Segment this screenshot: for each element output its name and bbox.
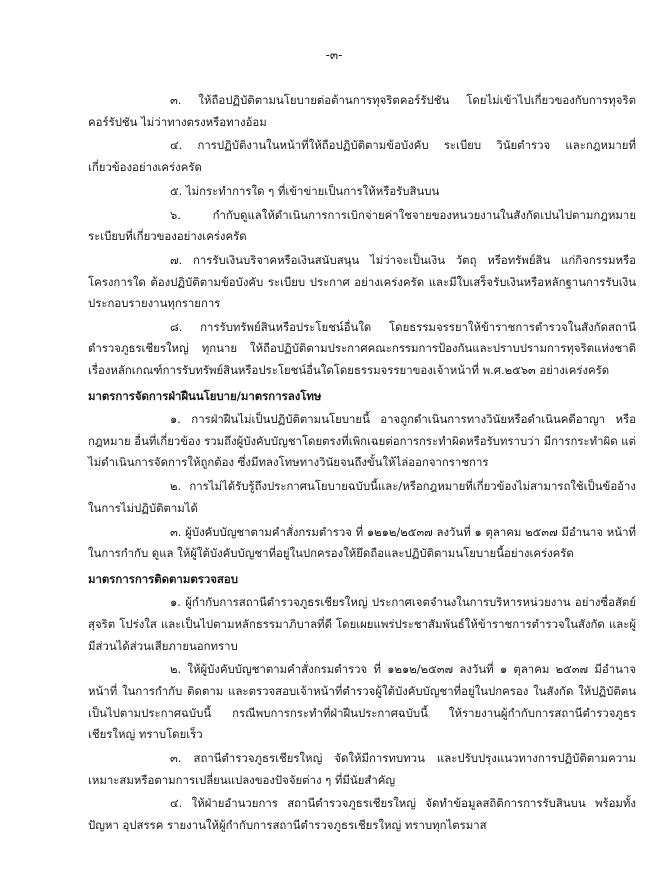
paragraph-penalty-2: ๒. การไม่ได้รับรู้ถึงประกาศนโยบายฉบับนี้และ/หรือกฎหมายที่เกี่ยวข้องไม่สามารถใช้เป็นข้ออ้าง ในการไม่ปฏิบัติตามได้ (88, 479, 636, 515)
section-penalty-measures (88, 386, 636, 565)
paragraph-monitoring-1: ๑. ผู้กำกับการสถานีตำรวจภูธรเชียรใหญ่ ประกาศเจตจำนงในการบริหารหน่วยงาน อย่างซื่อสัตย์ สุจริต โปร่งใส และเป็นไปตามหลักธรรมาภิบาลที่ดี โดยเผยแพร่ประชาสัมพันธ์ให้ข้าราชการตำรวจในสังกัด และผู้ มีส่วนได้ส่วนเสียภายนอกทราบ (88, 595, 636, 653)
paragraph-item-5: ๕. ไม่กระทำการใด ๆ ที่เข้าข่ายเป็นการให้หรือรับสินบน (170, 183, 440, 198)
section-monitoring-measures (88, 569, 636, 837)
paragraph-item-4: ๔. การปฏิบัติงานในหน้าที่ให้ถือปฏิบัติตามข้อบังคับ ระเบียบ วินัยตำรวจ และกฎหมายที่ เกี่ยวข้องอย่างเคร่งครัด (88, 138, 636, 174)
paragraph-item-6: ๖. กำกับดูแลให้ดำเนินการการเบิกจ่ายค่าใชจายของหนวยงานในสังกัดเปนไปตามกฎหมาย ระเบียบที่เกี่ยวของอย่างเคร่งครัด (88, 207, 636, 244)
section-policy-items (88, 90, 636, 382)
paragraph-penalty-3: ๓. ผู้บังคับบัญชาตามคำสั่งกรมตำรวจ ที่ ๑๒๑๒/๒๕๓๗ ลงวันที่ ๑ ตุลาคม ๒๕๓๗ มีอำนาจ หน้าที่ ในการกำกับ ดูแล ให้ผู้ใต้บังคับบัญชาที่อยู่ในปกครองให้ยึดถือและปฏิบัติตามนโยบายนี้อย่างเคร่งครัด (88, 524, 636, 561)
paragraph-monitoring-2: ๒. ให้ผู้บังคับบัญชาตามคำสั่งกรมตำรวจ ที่ ๑๒๑๒/๒๕๓๗ ลงวันที่ ๑ ตุลาคม ๒๕๓๗ มีอำนาจ หน้าที่ ในการกำกับ ติดตาม และตรวจสอบเจ้าหน้าที่ตำรวจผู้ใต้บังคับบัญชาที่อยู่ในปกครอง ในสังกัด ให้ปฏิบัติตน เป็นไปตามประกาศฉบับนี้ กรณีพบการกระทำที่ฝ่าฝืนประกาศฉบับนี้ ให้รายงานผู้กำกับการสถานีตำรวจภูธร เชียรใหญ่ ทราบโดยเร็ว (88, 662, 636, 742)
section-heading-monitoring: มาตรการการติดตามตรวจสอบ (88, 571, 238, 586)
paragraph-item-8: ๘. การรับทรัพย์สินหรือประโยชน์อื่นใด โดยธรรมจรรยาให้ข้าราชการตำรวจในสังกัดสถานี ตำรวจภูธรเชียรใหญ่ ทุกนาย ให้ถือปฏิบัติตามประกาศคณะกรรมการป้องกันและปราบปรามการทุจริตแห่งชาติ เรื่องหลักเกณฑ์การรับทรัพย์สินหรือประโยชน์อื่นใดโดยธรรมจรรยาของเจ้าหน้าที่ พ.ศ.๒๕๖๓ อย่างเคร่งครัด (88, 319, 636, 378)
paragraph-monitoring-3: ๓. สถานีตำรวจภูธรเชียรใหญ่ จัดให้มีการทบทวน และปรับปรุงแนวทางการปฏิบัติตามความ เหมาะสมหรือตามการเปลี่ยนแปลงของปัจจัยต่าง ๆ ที่มีนัยสำคัญ (88, 750, 636, 787)
document-body (88, 90, 636, 839)
paragraph-item-3: ๓. ให้ถือปฏิบัติตามนโยบายต่อต้านการทุจริตคอร์รัปชัน โดยไม่เข้าไปเกี่ยวของกับการทุจริต คอร์รัปชัน ไม่ว่าทางตรงหรือทางอ้อม (88, 93, 636, 129)
paragraph-item-7: ๗. การรับเงินบริจาคหรือเงินสนับสนุน ไม่ว่าจะเป็นเงิน วัตถุ หรือทรัพย์สิน แก่กิจกรรมหรือ โครงการใด ต้องปฏิบัติตามข้อบังคับ ระเบียบ ประกาศ อย่างเคร่งครัด และมีใบเสร็จรับเงินหรือหลักฐานการรับเงิน ประกอบรายงานทุกรายการ (88, 252, 636, 311)
page-number: -๓- (325, 48, 343, 62)
paragraph-penalty-1: ๑. การฝ่าฝืนไม่เป็นปฏิบัติตามนโยบายนี้ อาจถูกดำเนินการทางวินัยหรือดำเนินคดีอาญา หรือ กฎหมาย อื่นที่เกี่ยวข้อง รวมถึงผู้บังคับบัญชาโดยตรงที่เพิกเฉยต่อการกระทำผิดหรือรับทราบว่า มีการกระทำผิด แต่ไม่ดำเนินการจัดการให้ถูกต้อง ซึ่งมีทลงโทษทางวินัยจนถึงขั้นให้ไล่ออกจากราชการ (88, 412, 636, 470)
section-heading-penalty: มาตรการจัดการฝ่าฝืนนโยบาย/มาตรการลงโทษ (88, 388, 322, 403)
paragraph-monitoring-4: ๔. ให้ฝ่ายอำนวยการ สถานีตำรวจภูธรเชียรใหญ่ จัดทำข้อมูลสถิติการการรับสินบน พร้อมทั้ง ปัญหา อุปสรรค รายงานให้ผู้กำกับการสถานีตำรวจภูธรเชียรใหญ่ ทราบทุกไตรมาส (88, 796, 636, 832)
